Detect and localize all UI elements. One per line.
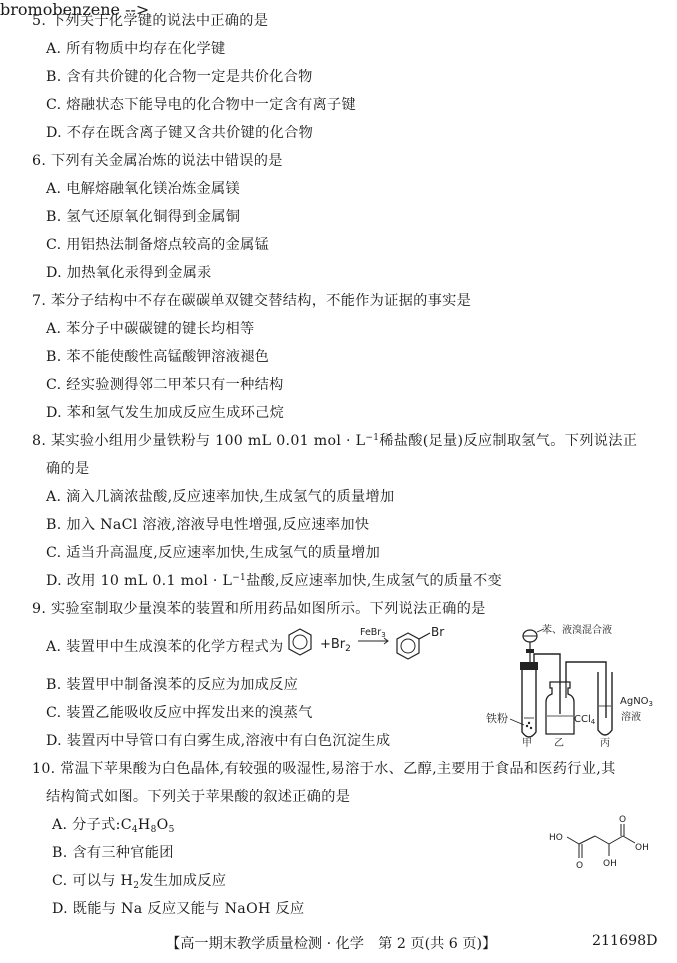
q9-option-b: B. 装置甲中制备溴苯的反应为加成反应	[46, 677, 299, 693]
q10-stem: 10. 常温下苹果酸为白色晶体,有较强的吸湿性,易溶于水、乙醇,主要用于食品和医药行业,其	[32, 761, 616, 777]
q7-option-c: C. 经实验测得邻二甲苯只有一种结构	[46, 377, 284, 393]
iron-powder-label: 铁粉	[486, 712, 508, 725]
solution-label: 溶液	[621, 712, 641, 723]
ccl4-label: CCl$_4$	[574, 714, 596, 726]
q7-option-a: A. 苯分子中碳碳键的键长均相等	[46, 321, 255, 337]
q8-option-c: C. 适当升高温度,反应速率加快,生成氢气的质量增加	[46, 545, 381, 561]
q7-stem: 7. 苯分子结构中不存在碳碳单双键交替结构，不能作为证据的事实是	[32, 293, 472, 309]
agno3-label: AgNO$_3$	[620, 696, 654, 708]
q7-option-d: D. 苯和氢气发生加成反应生成环己烷	[46, 405, 285, 421]
funnel-label: 苯、液溴混合液	[542, 625, 612, 636]
page-code: 211698D	[592, 933, 658, 949]
q10-option-b: B. 含有三种官能团	[52, 845, 174, 861]
q10-option-d: D. 既能与 Na 反应又能与 NaOH 反应	[52, 901, 305, 917]
o-label-left: O	[576, 861, 584, 871]
malic-acid-structure	[545, 812, 655, 872]
q8-stem: 8. 某实验小组用少量铁粉与 100 mL 0.01 mol · $L^{-1}$稀盐酸(足量)反应制取氢气。下列说法正	[32, 433, 638, 449]
label-bing: 丙	[600, 738, 610, 749]
q6-option-d: D. 加热氧化汞得到金属汞	[46, 265, 212, 281]
q8-option-b: B. 加入 NaCl 溶液,溶液导电性增强,反应速率加快	[46, 517, 370, 533]
q7-option-b: B. 苯不能使酸性高锰酸钾溶液褪色	[46, 349, 270, 365]
oh-label-bottom: OH	[603, 859, 617, 869]
test-tube-bing	[598, 672, 612, 735]
q6-option-b: B. 氢气还原氧化铜得到金属铜	[46, 209, 241, 225]
label-jia: 甲	[522, 738, 532, 749]
q5-option-b: B. 含有共价键的化合物一定是共价化合物	[46, 69, 313, 85]
q5-option-a: A. 所有物质中均存在化学键	[46, 41, 226, 57]
q8-option-a: A. 滴入几滴浓盐酸,反应速率加快,生成氢气的质量增加	[46, 489, 395, 505]
q9-option-c: C. 装置乙能吸收反应中挥发出来的溴蒸气	[46, 705, 313, 721]
catalyst-label: FeBr$_3$	[360, 627, 386, 639]
benzene-ring-icon	[289, 629, 311, 655]
q10-option-c: C. 可以与 $H_2$发生加成反应	[52, 873, 227, 891]
plus-br2: $+Br_2$	[320, 637, 351, 654]
o-label-top: O	[619, 815, 627, 825]
q6-option-a: A. 电解熔融氧化镁冶炼金属镁	[46, 181, 241, 197]
oh-label-right: OH	[635, 843, 649, 853]
q9-stem: 9. 实验室制取少量溴苯的装置和所用药品如图所示。下列说法正确的是	[32, 601, 486, 617]
q9-apparatus-diagram	[478, 622, 668, 750]
q5-option-c: C. 熔融状态下能导电的化合物中一定含有离子键	[46, 97, 357, 113]
q8-option-d: D. 改用 10 mL 0.1 mol · $L^{-1}$盐酸,反应速率加快,生成氢气的质量不变	[46, 573, 502, 589]
q9-reaction-equation	[284, 624, 489, 666]
q9-option-a: A. 装置甲中生成溴苯的化学方程式为	[46, 639, 284, 655]
br-substituent: Br	[431, 625, 445, 639]
q6-stem: 6. 下列有关金属冶炼的说法中错误的是	[32, 153, 283, 169]
q10-stem-line2: 结构简式如图。下列关于苹果酸的叙述正确的是	[46, 789, 351, 805]
q5-option-d: D. 不存在既含离子键又含共价键的化合物	[46, 125, 314, 141]
q5-stem: 5. 下列关于化学键的说法中正确的是	[32, 13, 269, 29]
q8-stem-line2: 确的是	[46, 461, 90, 477]
reaction-tube-jia	[522, 670, 536, 737]
q9-option-d: D. 装置丙中导管口有白雾生成,溶液中有白色沉淀生成	[46, 733, 391, 749]
page-footer: 【高一期末教学质量检测 · 化学 第 2 页(共 6 页)】	[166, 936, 497, 952]
q6-option-c: C. 用铝热法制备熔点较高的金属锰	[46, 237, 270, 253]
bromobenzene-ring-icon	[397, 633, 419, 659]
q10-option-a: A. 分子式$:C_4H_8O_5$	[52, 817, 175, 835]
label-yi: 乙	[554, 738, 564, 749]
ho-label: HO	[549, 833, 563, 843]
